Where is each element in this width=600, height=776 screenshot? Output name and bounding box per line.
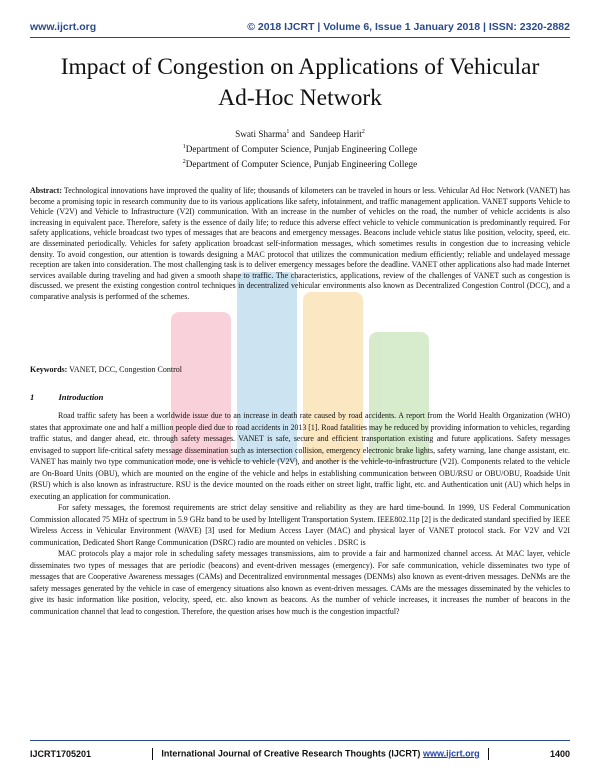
introduction-body <box>30 410 570 617</box>
header-site-link[interactable]: www.ijcrt.org <box>30 21 97 33</box>
footer-divider <box>30 740 570 741</box>
abstract-paragraph <box>30 186 570 303</box>
footer-separator-left <box>152 748 153 760</box>
affiliation-1 <box>40 141 560 156</box>
title-line-1: Impact of Congestion on Applications of Vehicular <box>60 54 540 80</box>
running-footer <box>30 746 570 762</box>
title-line-2: Ad-Hoc Network <box>218 85 382 111</box>
footer-page-number: 1400 <box>549 749 570 759</box>
affiliation-2 <box>40 156 560 171</box>
header-issue-info: © 2018 IJCRT | Volume 6, Issue 1 January 2018 | ISSN: 2320-2882 <box>247 21 570 33</box>
affiliation-1-sup: 1 <box>182 144 186 151</box>
body-paragraph-1: Road traffic safety has been a worldwide issue due to an increase in death rate caused by road accidents. A report from the World Health Organization (WHO) states that approximate one and half a million people died due to road accidents in 2013 [1]. Road fatalities may be reduced by providing information to vehicles, regarding traffic status, and danger ahead, etc. through safety messages. VANET is safe, secure and efficient transportation existing and future applications. Safety messages envisaged to support life-critical safety message dissemination such as intersection collision, emergency electronic brake lights, safety warning, lane change assistant, etc. VANET has mainly two type communication mode, one is vehicle to vehicle (V2V), and another is the vehicle-to-infrastructure (V2I). Components related to the vehicle are On-Board Units (OBU), which are mounted on the engine of the vehicle and helps in establishing communication between OBU/RSU or OBU/OBU, Roadside Unit (RSU) which is also known as infrastructure. RSU is the device mounted on the roads either on street light, traffic light, etc. and Authentication unit (AU) which helps in executing an application for communication. <box>30 411 570 501</box>
footer-journal <box>146 748 495 760</box>
abstract-text: Technological innovations have improved the quality of life; thousands of kilometers can be traveled in hours or less. Vehicular Ad Hoc Network (VANET) has become a promising topic in research community due to its various applications like safety, infotainment, and traffic management application. VANET supports Vehicle to Vehicle (V2V) and Vehicle to Infrastructure (V2I) communication. With an increase in the number of vehicles on the road, the number of vehicle accidents is also increasing in equivalent pace. Therefore, safety is the essence of daily life; to reduce this adverse effect vehicle to vehicle communication is predominantly required. For safety applications, vehicle broadcast two types of messages that are beacons and emergency messages. Beacons include vehicle status like position, velocity, speed, etc. are disseminated periodically. Vehicles for safety application broadcast self-information messages, which sometimes results in congestion due to increasing vehicle density. To avoid congestion, our attention is towards designing a MAC protocol that utilizes the communication medium efficiently; reliable and undelayed message reception are taken into consideration. The most challenging task is to deliver emergency messages before the deadline. VANET other applications also had made Internet services available during traveling and had given a smooth shape to traffic. The characteristics, applications, review of the challenges of VANET such as congestion is discussed. we present the existing congestion control techniques in decentralized vehicular environments also known as Decentralized Congestion Control (DCC), and a comparative analysis is performed of the schemes. <box>30 186 570 301</box>
author-conjunction: and <box>291 129 305 140</box>
keywords-text: VANET, DCC, Congestion Control <box>67 365 183 374</box>
paper-title <box>40 52 560 114</box>
keywords-line <box>30 365 570 374</box>
footer-journal-name: International Journal of Creative Research Thoughts (IJCRT) <box>161 748 421 759</box>
author-1-name: Swati Sharma <box>235 129 287 140</box>
section-number: 1 <box>30 392 35 402</box>
keywords-label: Keywords: <box>30 365 68 374</box>
footer-article-id: IJCRT1705201 <box>30 749 92 759</box>
author-2-sup: 2 <box>361 129 365 135</box>
header-divider <box>30 37 570 38</box>
body-paragraph-3: MAC protocols play a major role in scheduling safety messages transmissions, aim to provide a fair and harmonized channel access. At MAC layer, vehicle disseminates two types of messages that are periodic (beacons) and event-driven messages (emergency). For safe communication, vehicle disseminates two type of messages that are Cooperative Awareness messages (CAMs) and Decentralized environmental messages (DENMs) also known as event-driven messages. DeNMs are the safety messages generated by the vehicle in case of emergency situations also known as event-driven messages. CAMs are the messages disseminated by the vehicles to give its basic information like position, velocity, speed, etc. also known as beacons. As the number of vehicle increases, it increases the number of beacons in the communication channel that lead to congestion. Therefore, the question arises how much is the congestion impactful? <box>30 549 570 616</box>
section-title: Introduction <box>58 392 104 402</box>
footer-separator-right <box>488 748 489 760</box>
section-heading-introduction <box>30 392 103 402</box>
author-2-name: Sandeep Harit <box>309 129 362 140</box>
footer-url-link[interactable]: www.ijcrt.org <box>422 748 480 759</box>
body-paragraph-2: For safety messages, the foremost requirements are strict delay sensitive and reliability as they are hard time-bound. In 1999, US Federal Communication Commission allocated 75 MHz of spectrum in 5.9 GHz band to be used by Intelligent Transportation System. IEEE802.11p [2] is the dedicated standard specified by IEEE Wireless Access in Vehicular Environment (WAVE) [3] used for Medium Access Layer (MAC) and physical layer of VANET protocol stack. For V2V and V2I communication, Dedicated Short Range Communication (DSRC) radio are mounted on vehicles . DSRC is <box>30 503 570 547</box>
author-block <box>40 126 560 171</box>
abstract-label: Abstract: <box>30 186 62 195</box>
author-1-sup: 1 <box>286 129 290 135</box>
affiliation-2-text: Department of Computer Science, Punjab Engineering College <box>185 159 418 170</box>
running-header <box>30 18 570 36</box>
author-names <box>40 126 560 141</box>
affiliation-1-text: Department of Computer Science, Punjab Engineering College <box>185 144 418 155</box>
affiliation-2-sup: 2 <box>182 159 186 166</box>
